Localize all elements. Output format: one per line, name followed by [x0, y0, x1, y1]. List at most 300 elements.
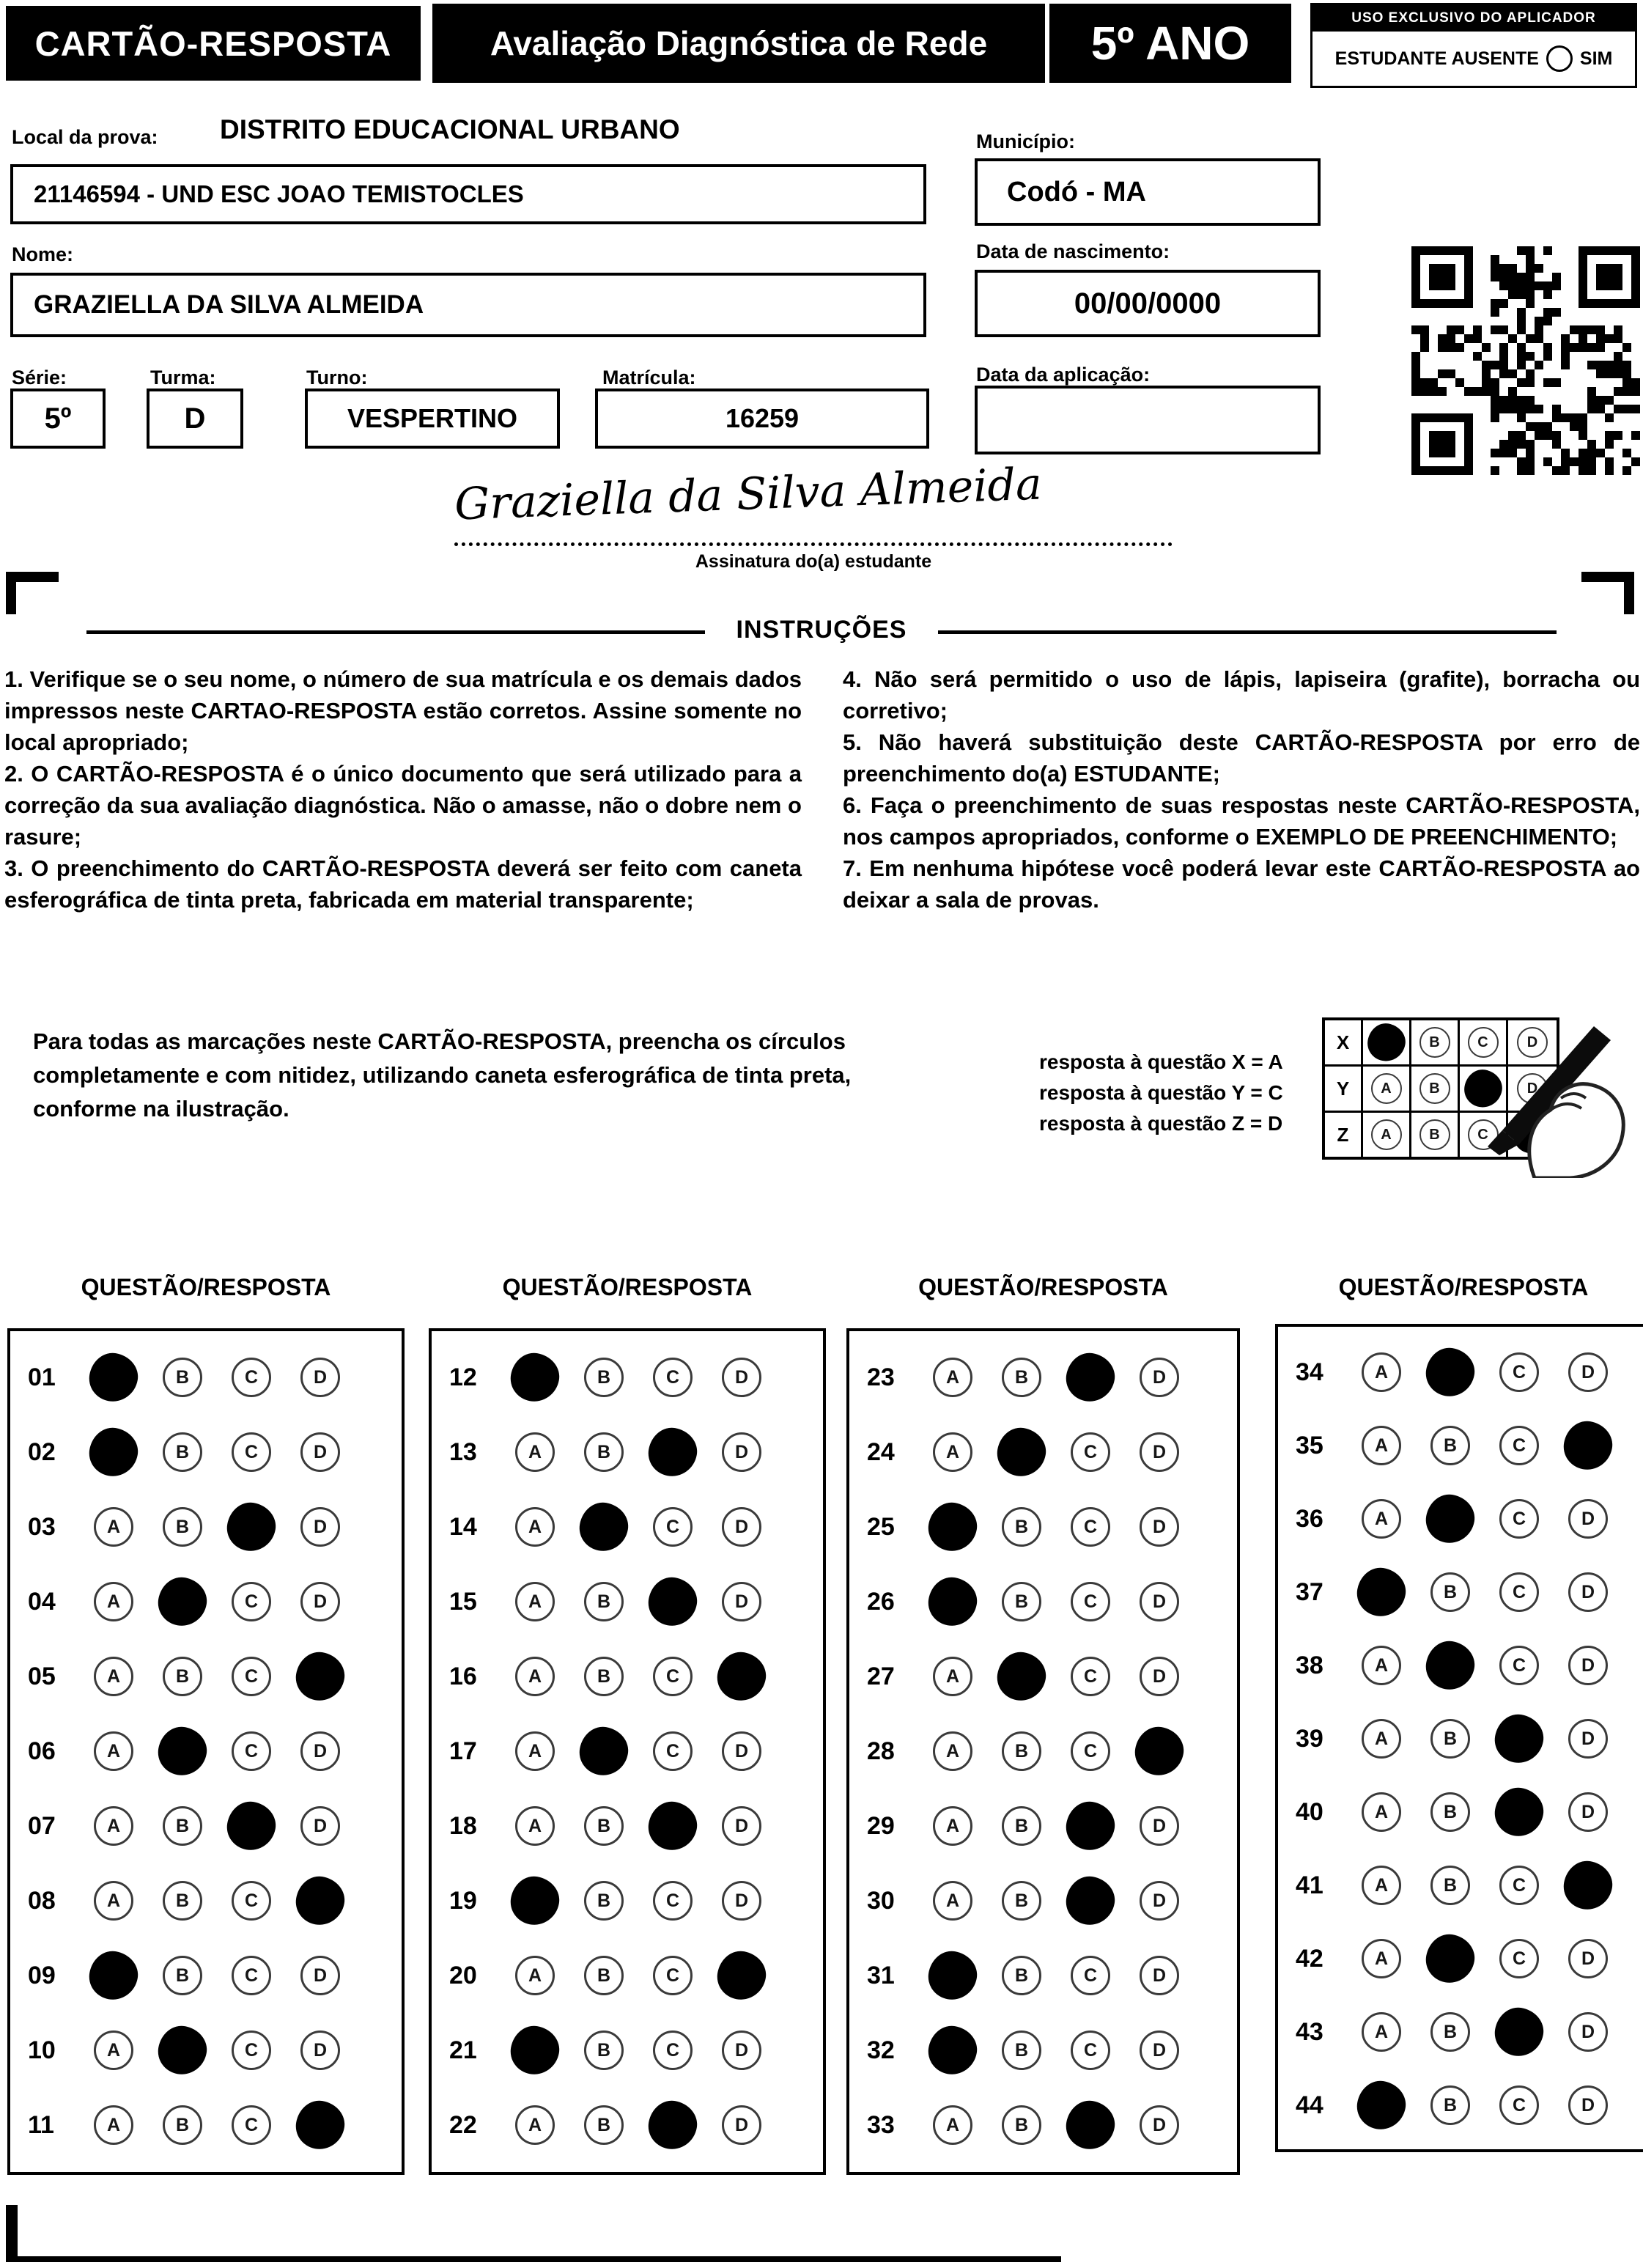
- question-row-26: [849, 1564, 1237, 1639]
- turma-field: D: [147, 389, 243, 449]
- question-row-33: [849, 2088, 1237, 2162]
- question-row-03: [10, 1490, 402, 1564]
- nascimento-label: Data de nascimento:: [976, 240, 1170, 262]
- answer-bubble-35-a[interactable]: A: [1362, 1426, 1401, 1465]
- answer-bubble-31-d[interactable]: D: [1140, 1956, 1179, 1995]
- answer-bubble-34-d[interactable]: D: [1568, 1352, 1608, 1392]
- answer-bubble-25-b[interactable]: B: [1002, 1507, 1041, 1547]
- answer-bubble-42-b[interactable]: [1422, 1931, 1478, 1987]
- question-number: 30: [867, 1886, 895, 1915]
- question-row-32: [849, 2013, 1237, 2088]
- answer-bubble-15-b[interactable]: B: [584, 1582, 624, 1621]
- answer-column-4: [1275, 1324, 1643, 2152]
- answer-bubble-33-d[interactable]: D: [1140, 2105, 1179, 2145]
- answer-bubble-08-a[interactable]: A: [94, 1881, 133, 1921]
- question-row-38: [1278, 1629, 1643, 1702]
- municipio-field: Codó - MA: [975, 158, 1321, 226]
- answer-bubble-33-a[interactable]: A: [933, 2105, 972, 2145]
- answer-bubble-26-a[interactable]: [925, 1574, 981, 1630]
- turno-label: Turno:: [306, 367, 368, 389]
- answers-column-header: QUESTÃO/RESPOSTA: [502, 1274, 753, 1300]
- answer-bubble-29-b[interactable]: B: [1002, 1806, 1041, 1846]
- answer-bubble-43-b[interactable]: B: [1430, 2012, 1470, 2052]
- answer-bubble-23-d[interactable]: D: [1140, 1358, 1179, 1397]
- answer-bubble-19-b[interactable]: B: [584, 1881, 624, 1921]
- answer-bubble-19-d[interactable]: D: [722, 1881, 761, 1921]
- answer-bubble-05-c[interactable]: C: [232, 1657, 271, 1696]
- answer-bubble-36-a[interactable]: A: [1362, 1499, 1401, 1539]
- question-row-11: [10, 2088, 402, 2162]
- answer-bubble-32-a[interactable]: [925, 2022, 981, 2078]
- question-row-44: [1278, 2069, 1643, 2142]
- question-row-40: [1278, 1775, 1643, 1849]
- answer-bubble-17-a[interactable]: A: [515, 1731, 555, 1771]
- answer-bubble-44-c[interactable]: C: [1499, 2085, 1539, 2125]
- answer-bubble-40-b[interactable]: B: [1430, 1792, 1470, 1832]
- answer-bubble-40-d[interactable]: D: [1568, 1792, 1608, 1832]
- question-row-06: [10, 1714, 402, 1789]
- answer-bubble-01-b[interactable]: B: [163, 1358, 202, 1397]
- nome-label: Nome:: [12, 243, 74, 265]
- answer-bubble-27-b[interactable]: [994, 1649, 1049, 1704]
- answer-bubble-02-a[interactable]: [86, 1424, 141, 1480]
- question-number: 22: [449, 2110, 477, 2139]
- example-text: Para todas as marcações neste CARTÃO-RESPOSTA, preencha os círculos completamente e com nitidez, utilizando caneta esferográfica de tinta preta, conforme na ilustração.: [33, 1028, 852, 1122]
- question-number: 17: [449, 1737, 477, 1765]
- answer-bubble-09-c[interactable]: C: [232, 1956, 271, 1995]
- answer-bubble-44-a[interactable]: [1354, 2077, 1409, 2133]
- answer-bubble-04-d[interactable]: D: [300, 1582, 340, 1621]
- answer-bubble-20-c[interactable]: C: [653, 1956, 693, 1995]
- answer-bubble-34-a[interactable]: A: [1362, 1352, 1401, 1392]
- answer-bubble-25-c[interactable]: C: [1071, 1507, 1110, 1547]
- answer-bubble-05-d[interactable]: [292, 1649, 348, 1704]
- question-row-24: [849, 1415, 1237, 1490]
- answer-bubble-example-y-a[interactable]: A: [1371, 1073, 1402, 1104]
- local-value: DISTRITO EDUCACIONAL URBANO: [220, 114, 680, 144]
- question-number: 20: [449, 1961, 477, 1989]
- answer-bubble-21-c[interactable]: C: [653, 2030, 693, 2070]
- local-label: Local da prova:: [12, 126, 158, 148]
- answer-bubble-40-a[interactable]: A: [1362, 1792, 1401, 1832]
- answer-bubble-29-c[interactable]: [1063, 1798, 1118, 1854]
- instructions-column-left: [4, 663, 802, 916]
- answer-bubble-44-b[interactable]: B: [1430, 2085, 1470, 2125]
- answer-bubble-31-a[interactable]: [925, 1948, 981, 2003]
- question-number: 08: [28, 1886, 56, 1915]
- answer-bubble-07-d[interactable]: D: [300, 1806, 340, 1846]
- answer-bubble-38-c[interactable]: C: [1499, 1646, 1539, 1685]
- answer-bubble-44-d[interactable]: D: [1568, 2085, 1608, 2125]
- answer-bubble-33-c[interactable]: [1063, 2097, 1118, 2153]
- answer-bubble-14-c[interactable]: C: [653, 1507, 693, 1547]
- answer-bubble-09-a[interactable]: [86, 1948, 141, 2003]
- card-title: CARTÃO-RESPOSTA: [6, 6, 421, 81]
- answer-bubble-26-c[interactable]: C: [1071, 1582, 1110, 1621]
- question-row-13: [432, 1415, 823, 1490]
- question-row-19: [432, 1863, 823, 1938]
- answer-bubble-32-c[interactable]: C: [1071, 2030, 1110, 2070]
- answer-bubble-16-c[interactable]: C: [653, 1657, 693, 1696]
- answer-bubble-37-d[interactable]: D: [1568, 1572, 1608, 1612]
- serie-field: 5º: [10, 389, 106, 449]
- examiner-use-box: [1310, 3, 1637, 88]
- question-number: 35: [1296, 1431, 1323, 1459]
- municipio-label: Município:: [976, 130, 1075, 152]
- answer-bubble-09-b[interactable]: B: [163, 1956, 202, 1995]
- answer-bubble-22-d[interactable]: D: [722, 2105, 761, 2145]
- answer-bubble-04-c[interactable]: C: [232, 1582, 271, 1621]
- answer-bubble-37-c[interactable]: C: [1499, 1572, 1539, 1612]
- answer-bubble-19-c[interactable]: C: [653, 1881, 693, 1921]
- grade-badge: 5º ANO: [1049, 4, 1291, 83]
- answer-bubble-example-x-a[interactable]: [1365, 1020, 1408, 1064]
- instruction-item: 6. Faça o preenchimento de suas respostas neste CARTÃO-RESPOSTA, nos campos apropriados, conforme o EXEMPLO DE PREENCHIMENTO;: [843, 792, 1640, 850]
- answer-bubble-03-b[interactable]: B: [163, 1507, 202, 1547]
- question-number: 43: [1296, 2017, 1323, 2046]
- answer-bubble-11-d[interactable]: [292, 2097, 348, 2153]
- student-absent-bubble[interactable]: [1546, 45, 1573, 72]
- question-row-35: [1278, 1409, 1643, 1482]
- instruction-item: 4. Não será permitido o uso de lápis, lapiseira (grafite), borracha ou corretivo;: [843, 666, 1640, 724]
- answer-bubble-04-a[interactable]: A: [94, 1582, 133, 1621]
- question-number: 23: [867, 1363, 895, 1391]
- answer-bubble-16-d[interactable]: [714, 1649, 769, 1704]
- question-row-14: [432, 1490, 823, 1564]
- answer-bubble-35-c[interactable]: C: [1499, 1426, 1539, 1465]
- answer-bubble-41-a[interactable]: A: [1362, 1866, 1401, 1905]
- answer-bubble-16-a[interactable]: A: [515, 1657, 555, 1696]
- instructions-column-right: [843, 663, 1640, 916]
- answer-bubble-21-d[interactable]: D: [722, 2030, 761, 2070]
- answer-bubble-28-a[interactable]: A: [933, 1731, 972, 1771]
- example-cell: [1411, 1113, 1460, 1157]
- answer-bubble-26-b[interactable]: B: [1002, 1582, 1041, 1621]
- answer-bubble-02-d[interactable]: D: [300, 1432, 340, 1472]
- answer-bubble-34-c[interactable]: C: [1499, 1352, 1539, 1392]
- question-row-37: [1278, 1555, 1643, 1629]
- aplicacao-field[interactable]: [975, 386, 1321, 454]
- question-number: 41: [1296, 1871, 1323, 1899]
- answer-bubble-26-d[interactable]: D: [1140, 1582, 1179, 1621]
- question-row-21: [432, 2013, 823, 2088]
- answer-bubble-31-b[interactable]: B: [1002, 1956, 1041, 1995]
- answer-bubble-11-a[interactable]: A: [94, 2105, 133, 2145]
- question-row-39: [1278, 1702, 1643, 1775]
- question-row-18: [432, 1789, 823, 1863]
- answer-bubble-02-b[interactable]: B: [163, 1432, 202, 1472]
- answer-bubble-27-a[interactable]: A: [933, 1657, 972, 1696]
- question-number: 24: [867, 1437, 895, 1466]
- answer-bubble-16-b[interactable]: B: [584, 1657, 624, 1696]
- answer-bubble-15-d[interactable]: D: [722, 1582, 761, 1621]
- answer-bubble-20-d[interactable]: [714, 1948, 769, 2003]
- question-number: 26: [867, 1587, 895, 1616]
- answer-bubble-24-b[interactable]: [994, 1424, 1049, 1480]
- answer-bubble-42-c[interactable]: C: [1499, 1939, 1539, 1978]
- answer-bubble-06-b[interactable]: [155, 1723, 210, 1779]
- answer-bubble-31-c[interactable]: C: [1071, 1956, 1110, 1995]
- signature-label: Assinatura do(a) estudante: [695, 551, 932, 572]
- question-number: 02: [28, 1437, 56, 1466]
- answer-bubble-14-b[interactable]: [576, 1499, 632, 1555]
- answer-bubble-07-a[interactable]: A: [94, 1806, 133, 1846]
- answer-bubble-example-x-b[interactable]: B: [1419, 1027, 1450, 1058]
- question-number: 01: [28, 1363, 56, 1391]
- question-number: 03: [28, 1512, 56, 1541]
- answer-bubble-43-a[interactable]: A: [1362, 2012, 1401, 2052]
- answer-bubble-38-b[interactable]: [1422, 1638, 1478, 1693]
- answers-column-header: QUESTÃO/RESPOSTA: [81, 1274, 331, 1300]
- question-number: 28: [867, 1737, 895, 1765]
- answer-bubble-23-b[interactable]: B: [1002, 1358, 1041, 1397]
- question-row-17: [432, 1714, 823, 1789]
- answer-bubble-41-d[interactable]: [1560, 1858, 1616, 1913]
- example-legend-line: resposta à questão Y = C: [1039, 1081, 1283, 1104]
- answer-bubble-example-x-c[interactable]: C: [1468, 1027, 1499, 1058]
- registration-mark-right: [1581, 572, 1634, 614]
- turno-field: VESPERTINO: [305, 389, 560, 449]
- answer-bubble-15-a[interactable]: A: [515, 1582, 555, 1621]
- answer-bubble-06-a[interactable]: A: [94, 1731, 133, 1771]
- registration-mark-left: [6, 572, 59, 614]
- answer-bubble-example-y-b[interactable]: B: [1419, 1073, 1450, 1104]
- answer-bubble-11-c[interactable]: C: [232, 2105, 271, 2145]
- answer-bubble-13-a[interactable]: A: [515, 1432, 555, 1472]
- answer-bubble-02-c[interactable]: C: [232, 1432, 271, 1472]
- example-cell: [1411, 1020, 1460, 1064]
- answer-bubble-06-c[interactable]: C: [232, 1731, 271, 1771]
- answer-bubble-05-b[interactable]: B: [163, 1657, 202, 1696]
- answer-bubble-39-b[interactable]: B: [1430, 1719, 1470, 1759]
- question-row-23: [849, 1340, 1237, 1415]
- answer-bubble-example-z-c[interactable]: C: [1468, 1119, 1499, 1150]
- question-row-27: [849, 1639, 1237, 1714]
- question-number: 14: [449, 1512, 477, 1541]
- answer-bubble-36-c[interactable]: C: [1499, 1499, 1539, 1539]
- answer-bubble-example-z-a[interactable]: A: [1371, 1119, 1402, 1150]
- example-row-label: Z: [1325, 1113, 1363, 1157]
- answer-bubble-27-d[interactable]: D: [1140, 1657, 1179, 1696]
- example-row-label: Y: [1325, 1067, 1363, 1111]
- answer-bubble-41-b[interactable]: B: [1430, 1866, 1470, 1905]
- answer-bubble-01-d[interactable]: D: [300, 1358, 340, 1397]
- answer-bubble-43-c[interactable]: [1491, 2004, 1547, 2060]
- answer-bubble-10-b[interactable]: [155, 2022, 210, 2078]
- answer-bubble-08-b[interactable]: B: [163, 1881, 202, 1921]
- answer-bubble-32-d[interactable]: D: [1140, 2030, 1179, 2070]
- question-row-43: [1278, 1995, 1643, 2069]
- answer-bubble-08-d[interactable]: [292, 1873, 348, 1929]
- question-number: 21: [449, 2036, 477, 2064]
- answer-bubble-27-c[interactable]: C: [1071, 1657, 1110, 1696]
- question-row-01: [10, 1340, 402, 1415]
- question-number: 44: [1296, 2091, 1323, 2119]
- question-number: 06: [28, 1737, 56, 1765]
- question-number: 42: [1296, 1944, 1323, 1973]
- answer-bubble-23-a[interactable]: A: [933, 1358, 972, 1397]
- question-row-42: [1278, 1922, 1643, 1995]
- answer-bubble-35-d[interactable]: [1560, 1418, 1616, 1473]
- answer-bubble-example-z-b[interactable]: B: [1419, 1119, 1450, 1150]
- answer-bubble-24-c[interactable]: C: [1071, 1432, 1110, 1472]
- answer-bubble-37-b[interactable]: B: [1430, 1572, 1470, 1612]
- answer-bubble-17-d[interactable]: D: [722, 1731, 761, 1771]
- matricula-field: 16259: [595, 389, 929, 449]
- question-row-05: [10, 1639, 402, 1714]
- answer-bubble-42-a[interactable]: A: [1362, 1939, 1401, 1978]
- question-number: 25: [867, 1512, 895, 1541]
- answer-bubble-35-b[interactable]: B: [1430, 1426, 1470, 1465]
- question-row-07: [10, 1789, 402, 1863]
- answer-bubble-12-c[interactable]: C: [653, 1358, 693, 1397]
- answer-bubble-12-b[interactable]: B: [584, 1358, 624, 1397]
- answer-bubble-33-b[interactable]: B: [1002, 2105, 1041, 2145]
- answer-bubble-17-c[interactable]: C: [653, 1731, 693, 1771]
- answer-bubble-39-a[interactable]: A: [1362, 1719, 1401, 1759]
- answer-bubble-30-c[interactable]: [1063, 1873, 1118, 1929]
- answer-bubble-10-a[interactable]: A: [94, 2030, 133, 2070]
- answer-bubble-03-a[interactable]: A: [94, 1507, 133, 1547]
- answer-bubble-18-b[interactable]: B: [584, 1806, 624, 1846]
- question-row-22: [432, 2088, 823, 2162]
- answer-bubble-03-c[interactable]: [224, 1499, 279, 1555]
- answer-bubble-25-d[interactable]: D: [1140, 1507, 1179, 1547]
- answer-bubble-19-a[interactable]: [507, 1873, 563, 1929]
- answer-bubble-13-b[interactable]: B: [584, 1432, 624, 1472]
- answer-bubble-23-c[interactable]: [1063, 1350, 1118, 1405]
- answer-bubble-28-b[interactable]: B: [1002, 1731, 1041, 1771]
- answer-bubble-40-c[interactable]: [1491, 1784, 1547, 1840]
- answer-bubble-14-a[interactable]: A: [515, 1507, 555, 1547]
- question-row-04: [10, 1564, 402, 1639]
- answer-bubble-08-c[interactable]: C: [232, 1881, 271, 1921]
- question-number: 33: [867, 2110, 895, 2139]
- answer-bubble-01-a[interactable]: [86, 1350, 141, 1405]
- answer-bubble-06-d[interactable]: D: [300, 1731, 340, 1771]
- question-row-25: [849, 1490, 1237, 1564]
- question-number: 27: [867, 1662, 895, 1690]
- answer-bubble-37-a[interactable]: [1354, 1564, 1409, 1620]
- answer-bubble-10-d[interactable]: D: [300, 2030, 340, 2070]
- answer-bubble-17-b[interactable]: [576, 1723, 632, 1779]
- answers-column-header: QUESTÃO/RESPOSTA: [1338, 1274, 1589, 1300]
- question-number: 05: [28, 1662, 56, 1690]
- turma-label: Turma:: [150, 367, 216, 389]
- question-number: 34: [1296, 1358, 1323, 1386]
- answer-bubble-22-c[interactable]: [645, 2097, 701, 2153]
- answer-bubble-36-d[interactable]: D: [1568, 1499, 1608, 1539]
- answer-bubble-29-d[interactable]: D: [1140, 1806, 1179, 1846]
- answer-bubble-18-d[interactable]: D: [722, 1806, 761, 1846]
- question-row-12: [432, 1340, 823, 1415]
- instruction-item: 7. Em nenhuma hipótese você poderá levar este CARTÃO-RESPOSTA ao deixar a sala de provas.: [843, 855, 1640, 913]
- answer-column-3: [846, 1328, 1240, 2175]
- answer-bubble-32-b[interactable]: B: [1002, 2030, 1041, 2070]
- answer-bubble-21-a[interactable]: [507, 2022, 563, 2078]
- answer-bubble-39-c[interactable]: [1491, 1711, 1547, 1767]
- question-row-08: [10, 1863, 402, 1938]
- hand-pen-illustration: [1480, 1006, 1634, 1178]
- answer-bubble-10-c[interactable]: C: [232, 2030, 271, 2070]
- answer-bubble-07-c[interactable]: [224, 1798, 279, 1854]
- answer-bubble-39-d[interactable]: D: [1568, 1719, 1608, 1759]
- answer-bubble-38-d[interactable]: D: [1568, 1646, 1608, 1685]
- answer-bubble-24-a[interactable]: A: [933, 1432, 972, 1472]
- question-row-15: [432, 1564, 823, 1639]
- question-number: 11: [28, 2110, 54, 2139]
- answer-bubble-22-a[interactable]: A: [515, 2105, 555, 2145]
- answer-bubble-36-b[interactable]: [1422, 1491, 1478, 1547]
- signature-line: [454, 542, 1173, 546]
- example-legend: [1039, 1047, 1332, 1139]
- answer-bubble-07-b[interactable]: B: [163, 1806, 202, 1846]
- answer-bubble-43-d[interactable]: D: [1568, 2012, 1608, 2052]
- instruction-item: 5. Não haverá substituição deste CARTÃO-RESPOSTA por erro de preenchimento do(a) ESTUDANTE;: [843, 729, 1640, 787]
- answer-bubble-05-a[interactable]: A: [94, 1657, 133, 1696]
- example-cell: [1411, 1067, 1460, 1111]
- answer-bubble-example-x-d[interactable]: D: [1517, 1027, 1548, 1058]
- instruction-item: 3. O preenchimento do CARTÃO-RESPOSTA deverá ser feito com caneta esferográfica de tinta preta, fabricada em material transparente;: [4, 855, 802, 913]
- answer-bubble-28-d[interactable]: [1131, 1723, 1187, 1779]
- answer-bubble-18-a[interactable]: A: [515, 1806, 555, 1846]
- answer-bubble-20-a[interactable]: A: [515, 1956, 555, 1995]
- answer-bubble-42-d[interactable]: D: [1568, 1939, 1608, 1978]
- answer-bubble-30-a[interactable]: A: [933, 1881, 972, 1921]
- answer-bubble-01-c[interactable]: C: [232, 1358, 271, 1397]
- answer-bubble-24-d[interactable]: D: [1140, 1432, 1179, 1472]
- answer-bubble-22-b[interactable]: B: [584, 2105, 624, 2145]
- answer-bubble-29-a[interactable]: A: [933, 1806, 972, 1846]
- question-row-29: [849, 1789, 1237, 1863]
- answer-bubble-13-c[interactable]: [645, 1424, 701, 1480]
- question-number: 29: [867, 1811, 895, 1840]
- answer-bubble-38-a[interactable]: A: [1362, 1646, 1401, 1685]
- answer-bubble-30-d[interactable]: D: [1140, 1881, 1179, 1921]
- question-number: 32: [867, 2036, 895, 2064]
- answer-bubble-34-b[interactable]: [1422, 1344, 1478, 1400]
- answer-bubble-13-d[interactable]: D: [722, 1432, 761, 1472]
- answer-bubble-15-c[interactable]: [645, 1574, 701, 1630]
- question-number: 04: [28, 1587, 56, 1616]
- example-cell: [1363, 1113, 1411, 1157]
- answer-bubble-09-d[interactable]: D: [300, 1956, 340, 1995]
- answer-bubble-20-b[interactable]: B: [584, 1956, 624, 1995]
- answer-bubble-28-c[interactable]: C: [1071, 1731, 1110, 1771]
- question-number: 40: [1296, 1797, 1323, 1826]
- answer-bubble-30-b[interactable]: B: [1002, 1881, 1041, 1921]
- answer-bubble-example-y-d[interactable]: D: [1517, 1073, 1548, 1104]
- nascimento-field: 00/00/0000: [975, 270, 1321, 337]
- question-row-31: [849, 1938, 1237, 2013]
- matricula-label: Matrícula:: [602, 367, 696, 389]
- answer-bubble-41-c[interactable]: C: [1499, 1866, 1539, 1905]
- answer-column-2: [429, 1328, 826, 2175]
- registration-mark-bottom: [6, 2205, 1061, 2262]
- answer-bubble-12-a[interactable]: [507, 1350, 563, 1405]
- answer-bubble-03-d[interactable]: D: [300, 1507, 340, 1547]
- answer-bubble-12-d[interactable]: D: [722, 1358, 761, 1397]
- instruction-item: 1. Verifique se o seu nome, o número de sua matrícula e os demais dados impressos neste CARTAO-RESPOSTA estão corretos. Assine somente no local apropriado;: [4, 666, 802, 755]
- answer-bubble-21-b[interactable]: B: [584, 2030, 624, 2070]
- answer-bubble-11-b[interactable]: B: [163, 2105, 202, 2145]
- aplicacao-label: Data da aplicação:: [976, 364, 1151, 386]
- answer-bubble-04-b[interactable]: [155, 1574, 210, 1630]
- student-signature: Graziella da Silva Almeida: [454, 458, 1043, 531]
- answer-bubble-25-a[interactable]: [925, 1499, 981, 1555]
- answer-bubble-14-d[interactable]: D: [722, 1507, 761, 1547]
- answer-bubble-18-c[interactable]: [645, 1798, 701, 1854]
